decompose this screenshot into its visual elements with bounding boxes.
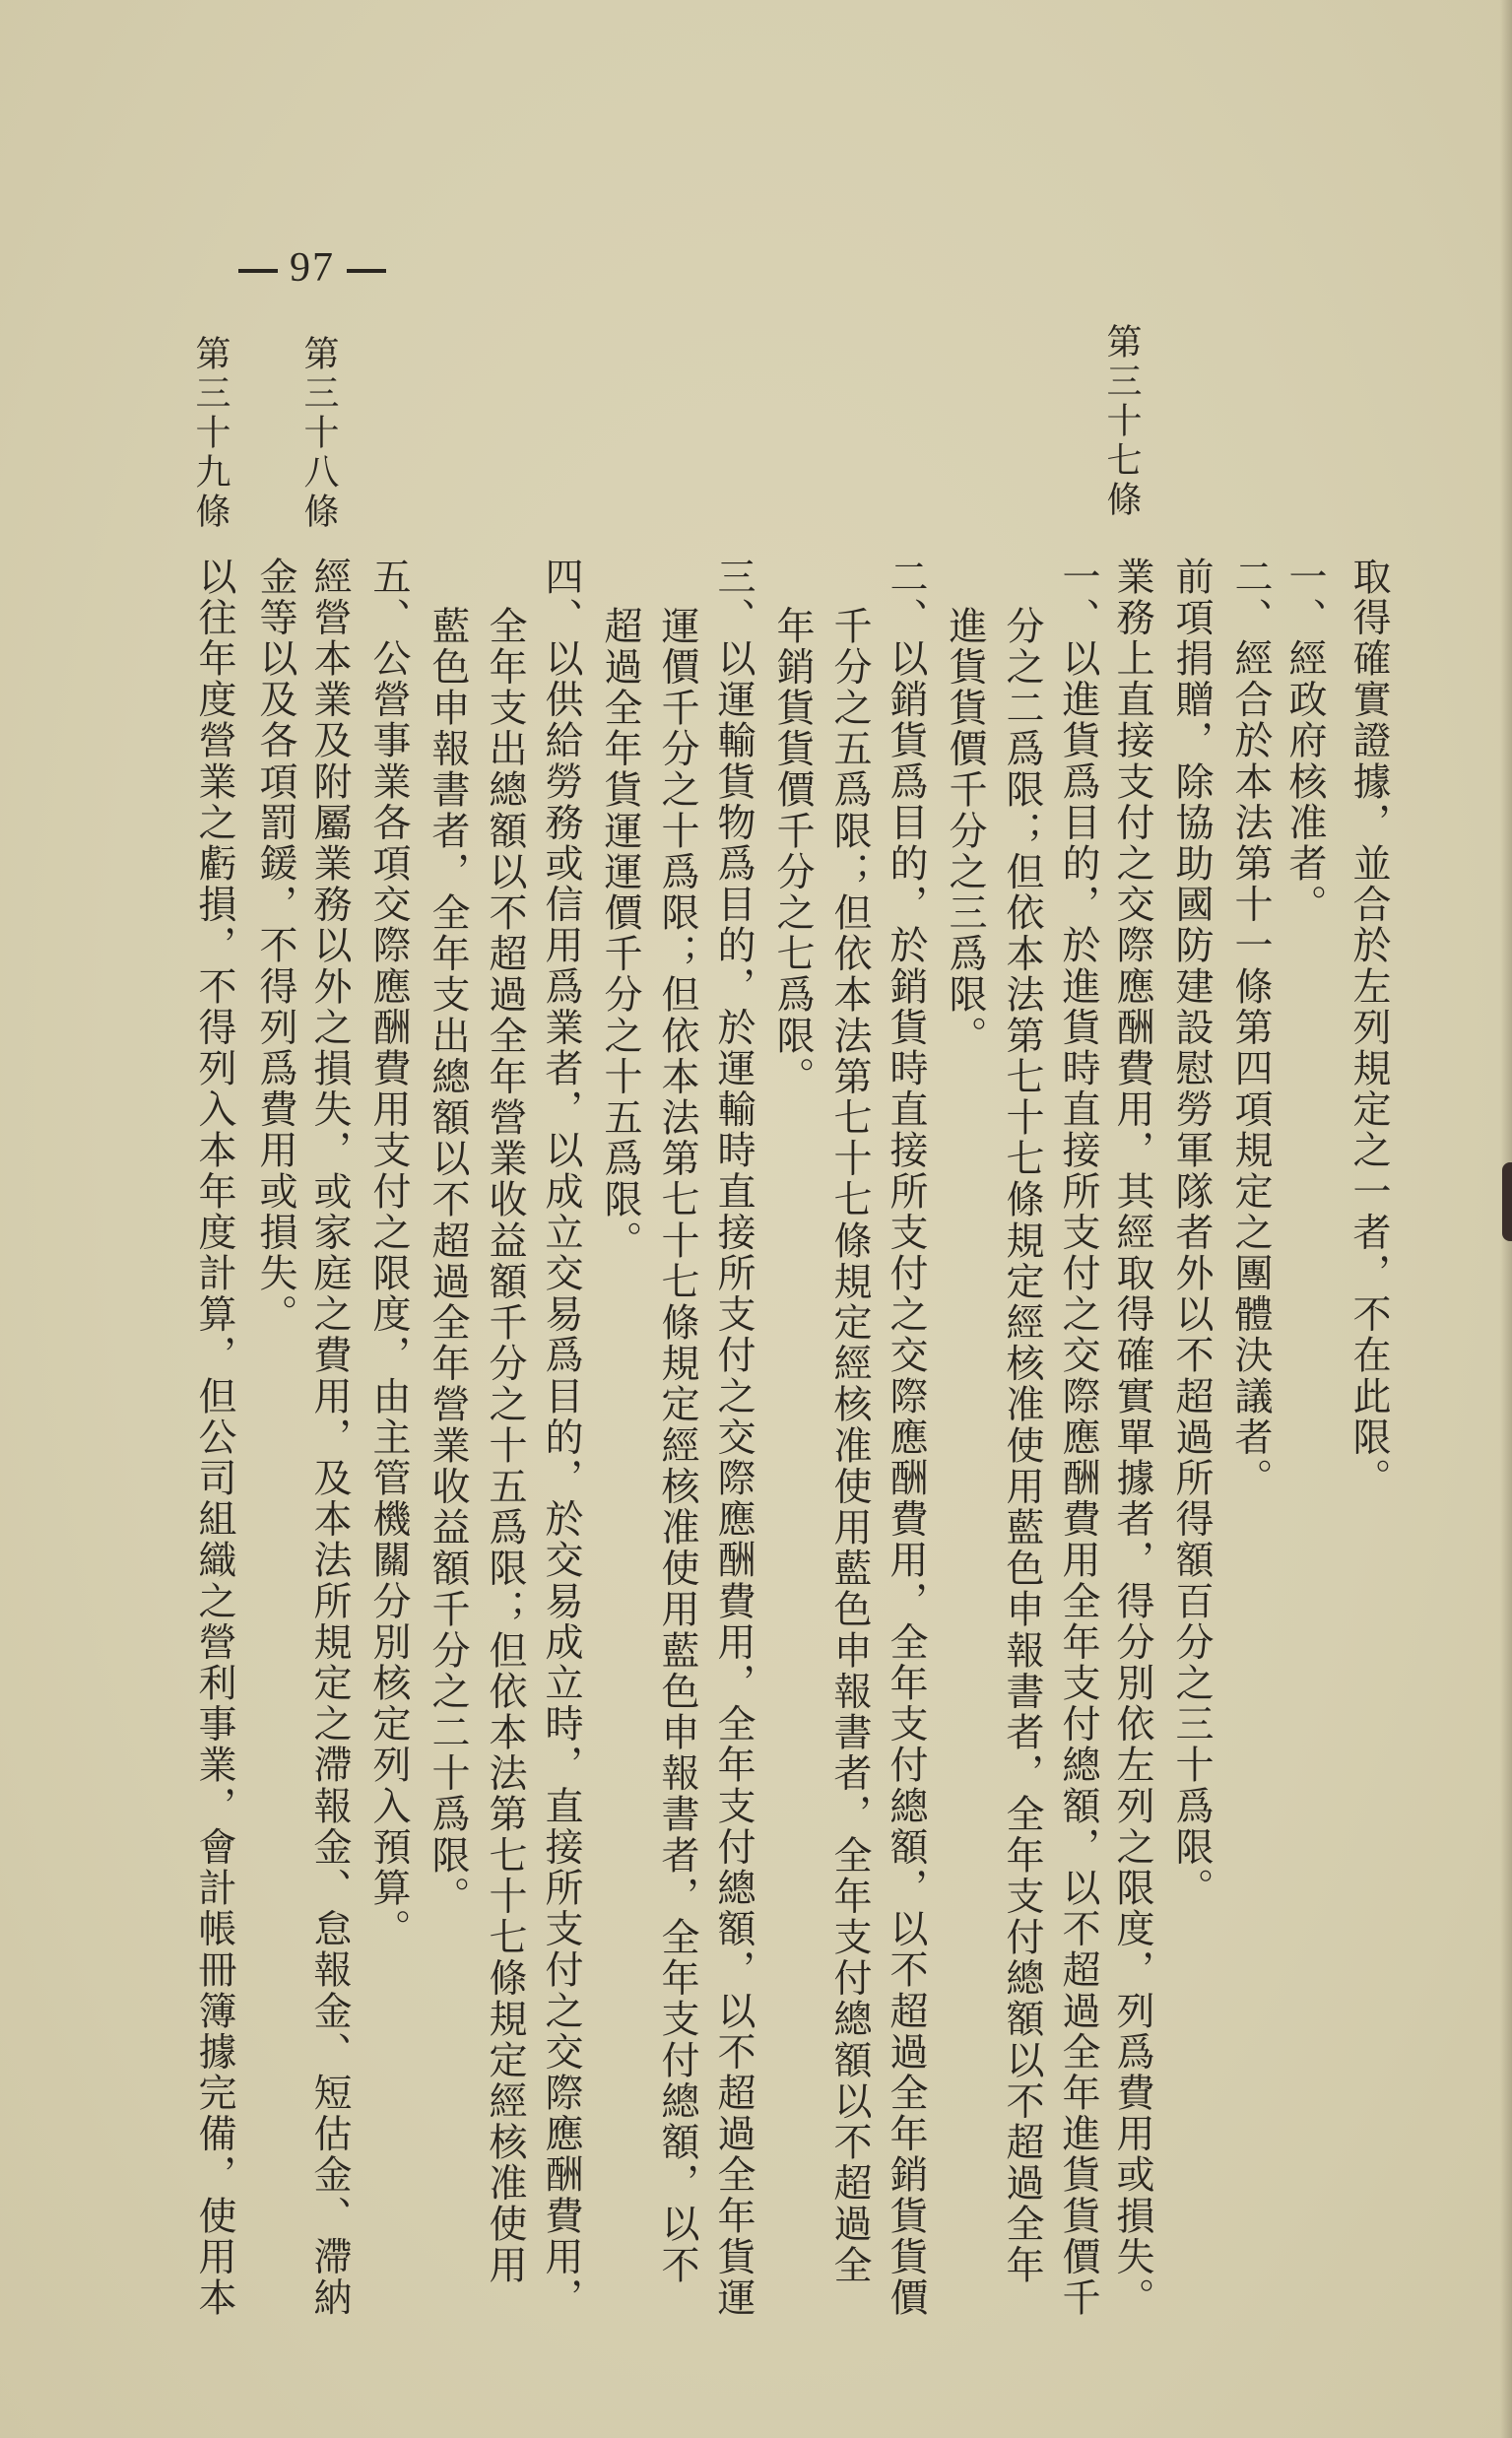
text-line-1: 取得確實證據，並合於左列規定之一者，不在此限。 [1347,557,1391,1499]
article-39-heading: 第三十九條 [190,335,230,532]
article-37-heading: 第三十七條 [1101,323,1142,520]
text-line-17: 藍色申報書者，全年支出總額以不超過全年營業收益額千分之二十爲限。 [426,606,470,1918]
text-line-13: 運價千分之十爲限；但依本法第七十七條規定經核准使用藍色申報書者，全年支付總額，以不 [655,606,699,2286]
text-line-18: 五、公營事業各項交際應酬費用支付之限度，由主管機關分別核定列入預算。 [366,557,411,1950]
text-line-3: 二、經合於本法第十一條第四項規定之團體決議者。 [1228,557,1273,1499]
text-line-21: 以往年度營業之虧損，不得列入本年度計算，但公司組織之營利事業，會計帳冊簿據完備，使用本 [192,557,236,2319]
text-line-19: 經營本業及附屬業務以外之損失，或家庭之費用，及本法所規定之滯報金、怠報金、短估金、滯納 [307,557,352,2319]
text-line-6: 一、以進貨爲目的，於進貨時直接所支付之交際應酬費用全年支付總額，以不超過全年進貨貨價千 [1056,557,1100,2319]
text-line-14: 超過全年貨運運價千分之十五爲限。 [598,606,642,1262]
text-line-12: 三、以運輸貨物爲目的，於運輸時直接所支付之交際應酬費用，全年支付總額，以不超過全年貨運 [711,557,756,2319]
text-line-16: 全年支出總額以不超過全年營業收益額千分之十五爲限；但依本法第七十七條規定經核准使用 [483,606,527,2286]
dash-left [238,269,278,273]
page-number [227,244,398,292]
article-38-heading: 第三十八條 [298,335,339,532]
text-line-10: 千分之五爲限；但依本法第七十七條規定經核准使用藍色申報書者，全年支付總額以不超過全 [827,606,872,2286]
text-line-11: 年銷貨貨價千分之七爲限。 [770,606,815,1098]
text-line-2: 一、經政府核准者。 [1282,557,1327,926]
text-line-15: 四、以供給勞務或信用爲業者，以成立交易爲目的，於交易成立時，直接所支付之交際應酬費用， [539,557,583,2319]
dash-right [347,269,386,273]
page-number-text: 97 [290,245,335,291]
text-line-5: 業務上直接支付之交際應酬費用，其經取得確實單據者，得分別依左列之限度，列爲費用或損失。 [1110,557,1154,2319]
text-line-20: 金等以及各項罰鍰，不得列爲費用或損失。 [253,557,297,1336]
text-line-8: 進貨貨價千分之三爲限。 [943,606,987,1057]
page-tab-mark [1502,1162,1512,1241]
text-line-4: 前項捐贈，除協助國防建設慰勞軍隊者外以不超過所得額百分之三十爲限。 [1169,557,1214,1909]
text-line-9: 二、以銷貨爲目的，於銷貨時直接所支付之交際應酬費用，全年支付總額，以不超過全年銷貨貨價 [884,557,928,2319]
text-line-7: 分之二爲限；但依本法第七十七條規定經核准使用藍色申報書者，全年支付總額以不超過全年 [1000,606,1044,2286]
